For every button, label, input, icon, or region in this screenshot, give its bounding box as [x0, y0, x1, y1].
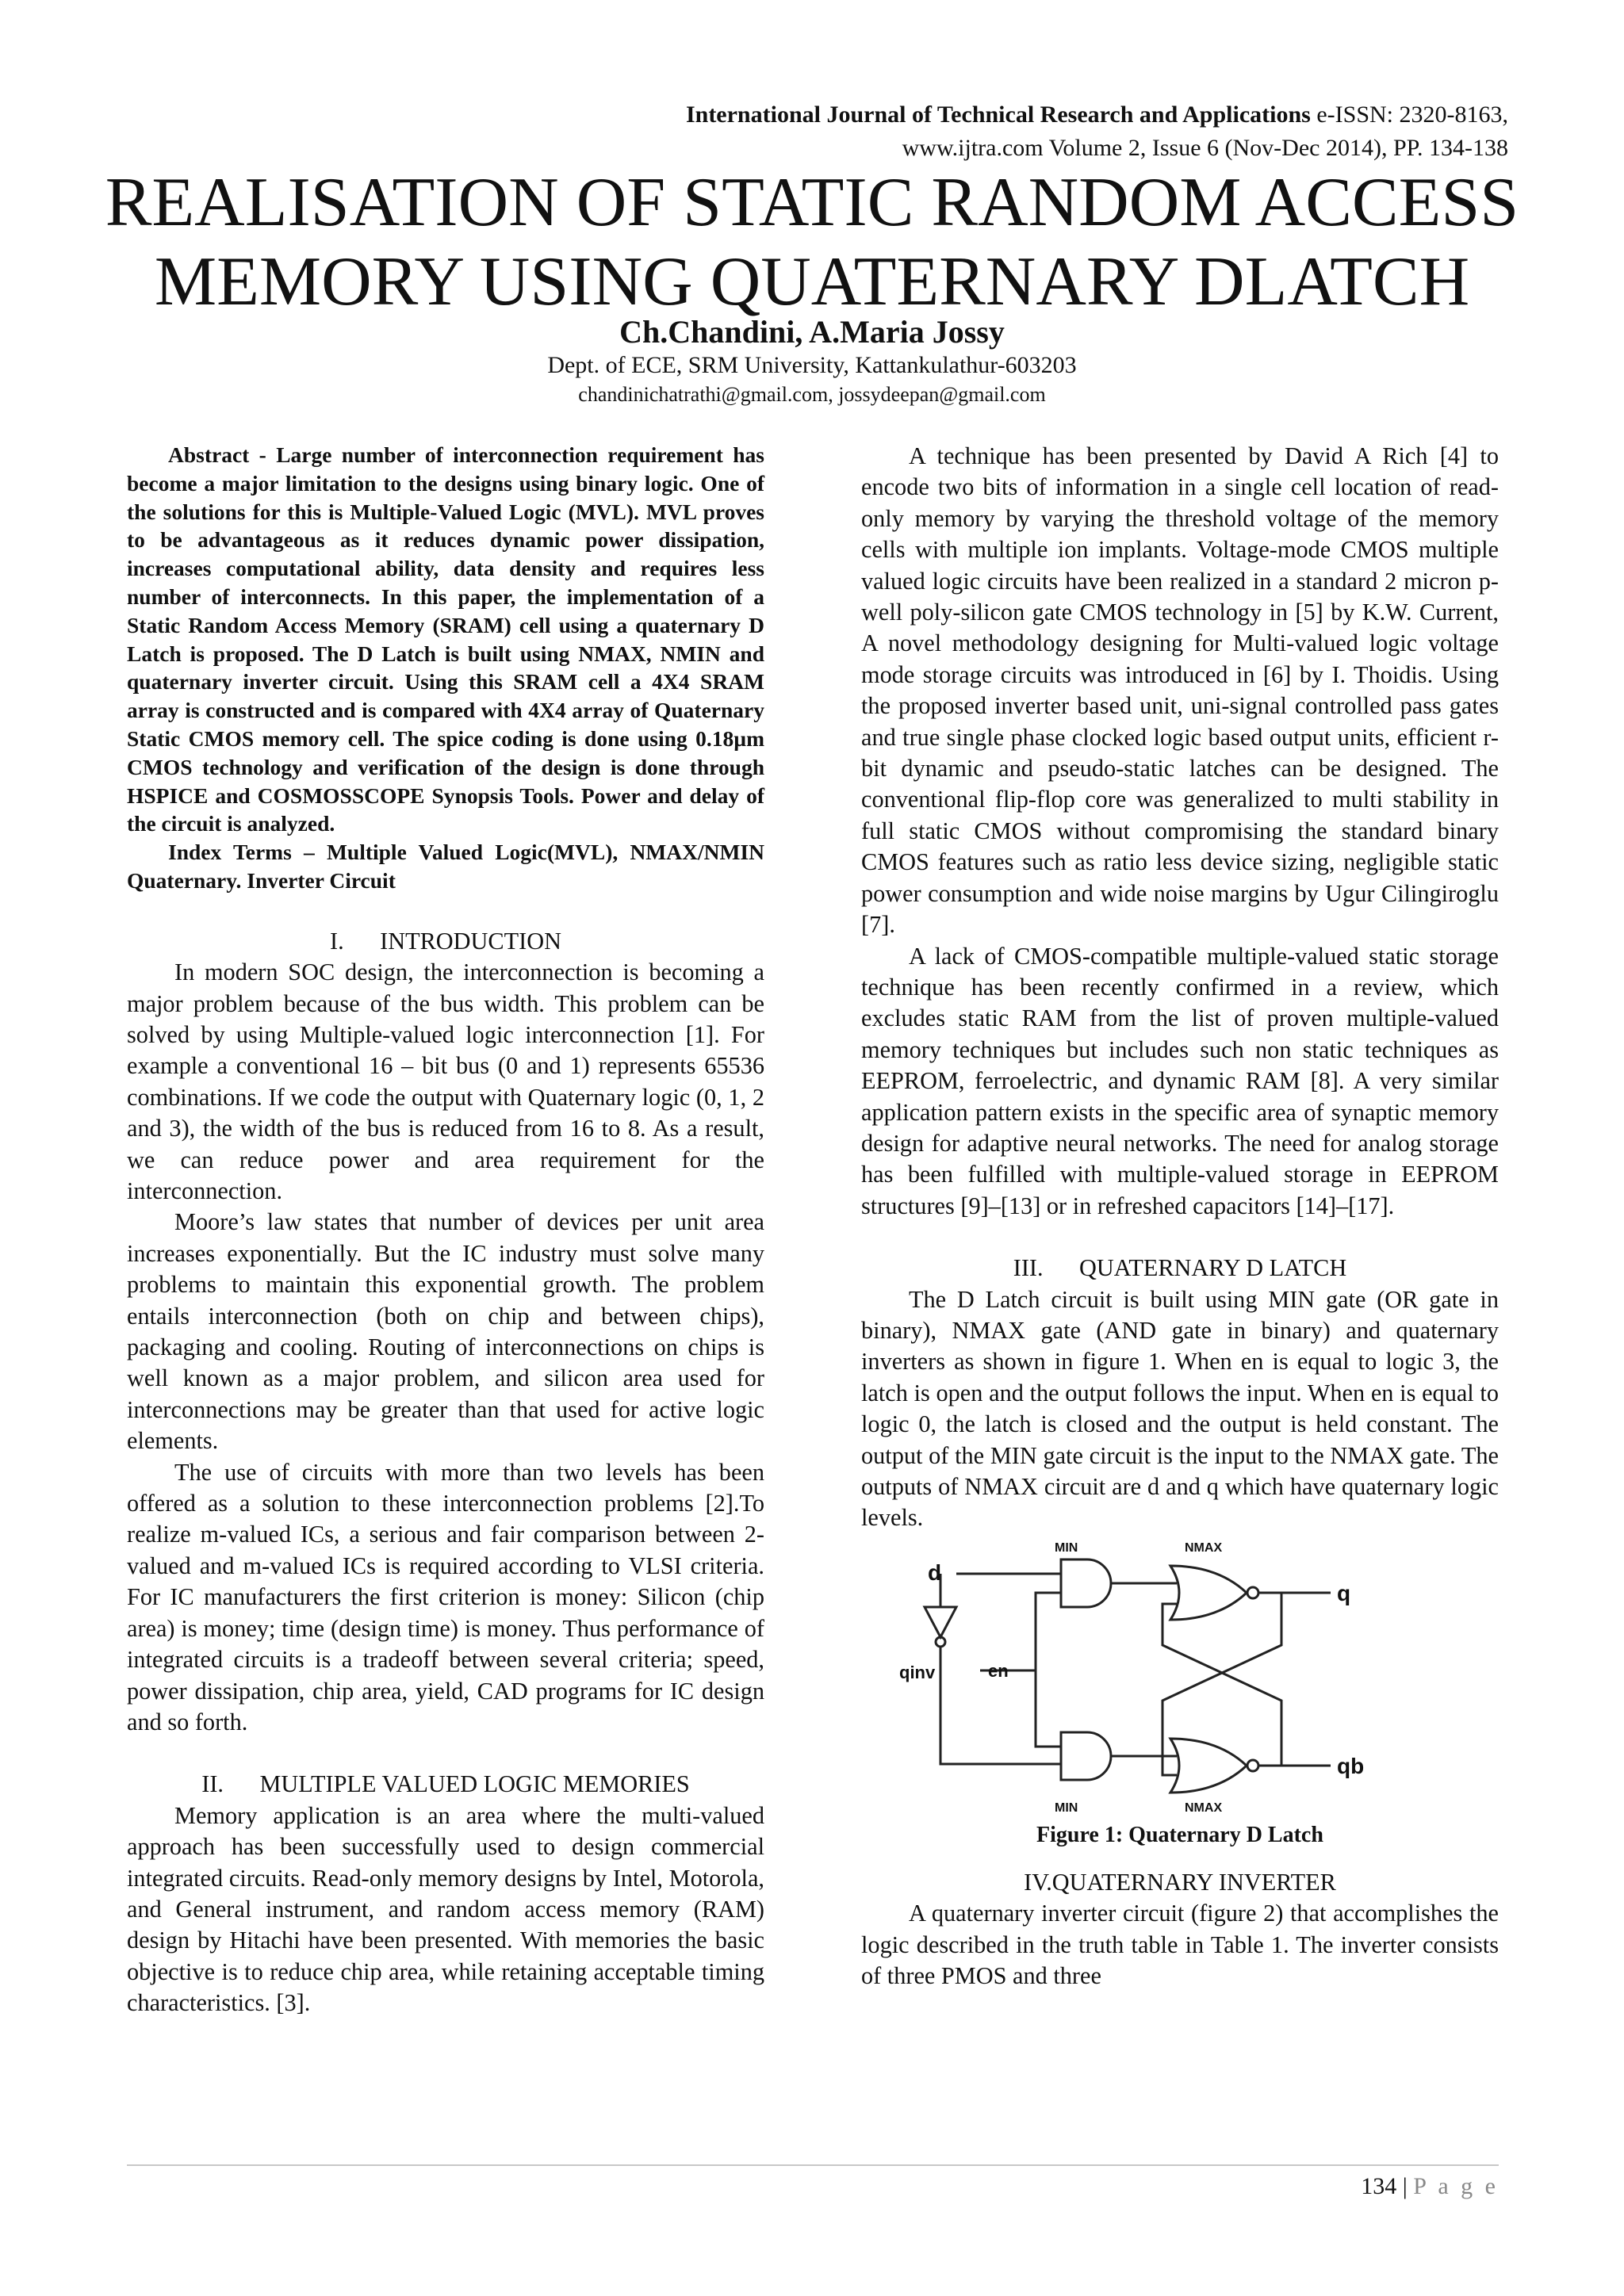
journal-volume-line: www.ijtra.com Volume 2, Issue 6 (Nov-Dec 2014), PP. 134-138 — [902, 135, 1508, 161]
section-heading-introduction: I. INTRODUCTION — [330, 927, 561, 955]
label-en: en — [988, 1660, 1009, 1681]
nmax-gate-top — [1170, 1566, 1247, 1620]
inverter-paragraph-1: A quaternary inverter circuit (figure 2) that accomplishes the logic described in the truth table in Table 1. The inverter consists of three PMOS and three — [861, 1900, 1499, 1990]
label-min-bottom: MIN — [1055, 1800, 1078, 1815]
intro-paragraph-1: In modern SOC design, the interconnection is becoming a major problem because of the bus width. This problem can be solved by using Multiple-valued logic interconnection [1]. For example a conventional 16 – bit bus (0 and 1) represents 65536 combinations. If we code the output with Quaternary logic (0, 1, 2 and 3), the width of the bus is reduced from 16 to 8. As a result, we can reduce power and area requirement for the interconnection. — [127, 959, 764, 1204]
dlatch-paragraph-1: The D Latch circuit is built using MIN gate (OR gate in binary), NMAX gate (AND gate in binary) and quaternary inverters as shown in figure 1. When en is equal to logic 3, the latch is open and the output follows the input. When en is equal to logic 0, the latch is closed and the output is held constant. The output of the MIN gate circuit is the input to the NMAX gate. The outputs of NMAX circuit are d and q which have quaternary logic levels. — [861, 1285, 1499, 1532]
nmax-gate-bottom — [1170, 1739, 1247, 1793]
nmax-bottom-bubble — [1247, 1760, 1258, 1771]
mvl-paragraph-1: Memory application is an area where the multi-valued approach has been successfully used to design commercial integrated circuits. Read-only memory designs by Intel, Motorola, and General instrument, and random access memory (RAM) design by Hitachi have been presented. With memories the basic objective is to reduce chip area, while retaining acceptable timing characteristics. [3]. — [127, 1801, 764, 2017]
author-emails: chandinichatrathi@gmail.com, jossydeepan@gmail.com — [578, 383, 1046, 406]
min-gate-top — [1061, 1559, 1111, 1607]
section-heading-d-latch: III. QUATERNARY D LATCH — [1013, 1254, 1347, 1282]
wire-en-lower — [1036, 1670, 1061, 1747]
abstract-text: Abstract - Large number of interconnection requirement has become a major limitation to the designs using binary logic. One of the solutions for this is Multiple-Valued Logic (MVL). MVL proves to be advantageous as it reduces dynamic power dissipation, increases computational ability, data density and requires less number of interconnects. In this paper, the implementation of a Static Random Access Memory (SRAM) cell using a quaternary D Latch is proposed. The D Latch is built using NMAX, NMIN and quaternary inverter circuit. Using this SRAM cell a 4X4 SRAM array is constructed and is compared with 4X4 array of Quaternary Static CMOS memory cell. The spice coding is done using 0.18µm CMOS technology and verification of the design is done through HSPICE and COSMOSSCOPE Synopsis Tools. Power and delay of the circuit is analyzed. — [127, 442, 764, 836]
journal-name: International Journal of Technical Research and Applications — [685, 101, 1311, 128]
label-min-top: MIN — [1055, 1540, 1078, 1555]
label-d: d — [928, 1559, 942, 1585]
title-line-1: REALISATION OF STATIC RANDOM ACCESS — [105, 164, 1519, 241]
label-nmax-bottom: NMAX — [1185, 1800, 1223, 1815]
section-heading-quaternary-inverter: IV.QUATERNARY INVERTER — [1024, 1868, 1336, 1896]
inverter-symbol — [925, 1607, 956, 1637]
affiliation: Dept. of ECE, SRM University, Kattankulathur-603203 — [547, 352, 1077, 378]
label-q: q — [1337, 1580, 1351, 1605]
figure-1-diagram — [861, 1534, 1499, 1820]
journal-line-1 — [398, 98, 1508, 132]
page-number-value: 134 | — [1361, 2173, 1414, 2199]
nmax-top-bubble — [1247, 1587, 1258, 1598]
authors: Ch.Chandini, A.Maria Jossy — [619, 314, 1005, 350]
journal-issn: e-ISSN: 2320-8163, — [1310, 101, 1508, 128]
label-qinv: qinv — [899, 1662, 936, 1682]
paper-title — [0, 163, 1624, 322]
intro-paragraph-2: Moore’s law states that number of devices per unit area increases exponentially. But the IC industry must solve many problems to maintain this exponential growth. The problem entails interconnection (both on chip and between chips), packaging and cooling. Routing of interconnections on chips is well known as a major problem, and silicon area used for interconnections may be greater than that used for active logic elements. — [127, 1208, 764, 1455]
wire-cross-qb — [1162, 1604, 1281, 1766]
section-heading-mvl-memories: II. MULTIPLE VALUED LOGIC MEMORIES — [201, 1770, 690, 1798]
wire-en — [980, 1593, 1061, 1670]
min-gate-bottom — [1061, 1732, 1111, 1780]
right-paragraph-2: A lack of CMOS-compatible multiple-valued static storage technique has been recently confirmed in a review, which excludes static RAM from the list of proven multiple-valued memory techniques but includes such non static techniques as EEPROM, ferroelectric, and dynamic RAM [8]. A very similar application pattern exists in the specific area of synaptic memory design for adaptive neural networks. The need for analog storage has been fulfilled with multiple-valued storage in EEPROM structures [9]–[13] or in refreshed capacitors [14]–[17]. — [861, 942, 1499, 1219]
title-line-2: MEMORY USING QUATERNARY DLATCH — [154, 243, 1470, 320]
journal-header — [398, 98, 1508, 165]
intro-paragraph-3: The use of circuits with more than two levels has been offered as a solution to these interconnection problems [2].To realize m-valued ICs, a serious and fair comparison between 2- valued and m-valued ICs is required according to VLSI criteria. For IC manufacturers the first criterion is money: Silicon (chip area) is money; time (design time) is money. Thus performance of integrated circuits is a tradeoff between several criteria; speed, power dissipation, chip area, yield, CAD programs for IC design and so forth. — [127, 1458, 764, 1735]
page-word: P a g e — [1413, 2173, 1499, 2199]
page-number — [1361, 2169, 1499, 2204]
footer-rule — [127, 2164, 1499, 2166]
figure-1-caption: Figure 1: Quaternary D Latch — [1036, 1822, 1323, 1847]
label-nmax-top: NMAX — [1185, 1540, 1223, 1555]
left-column — [127, 441, 764, 2019]
right-column — [861, 441, 1499, 1992]
d-latch-circuit — [861, 1534, 1499, 1820]
right-paragraph-1: A technique has been presented by David A Rich [4] to encode two bits of information in a single cell location of read-only memory by varying the threshold voltage of the memory cells with multiple ion implants. Voltage-mode CMOS multiple valued logic circuits have been realized in a standard 2 micron p-well poly-silicon gate CMOS technology in [5] by K.W. Current, A novel methodology designing for Multi-valued logic voltage mode storage circuits was introduced in [6] by I. Thoidis. Using the proposed inverter based unit, uni-signal controlled pass gates and true single phase clocked logic based output units, efficient r- bit dynamic and pseudo-static latches can be designed. The conventional flip-flop core was generalized to multi stability in full static CMOS without compromising the standard binary CMOS features such as ratio less device sizing, negligible static power consumption and wide noise margins by Ugur Cilingiroglu [7]. — [861, 442, 1499, 939]
index-terms: Index Terms – Multiple Valued Logic(MVL), NMAX/NMIN Quaternary. Inverter Circuit — [127, 840, 764, 893]
abstract — [127, 441, 764, 895]
label-qb: qb — [1337, 1753, 1365, 1778]
